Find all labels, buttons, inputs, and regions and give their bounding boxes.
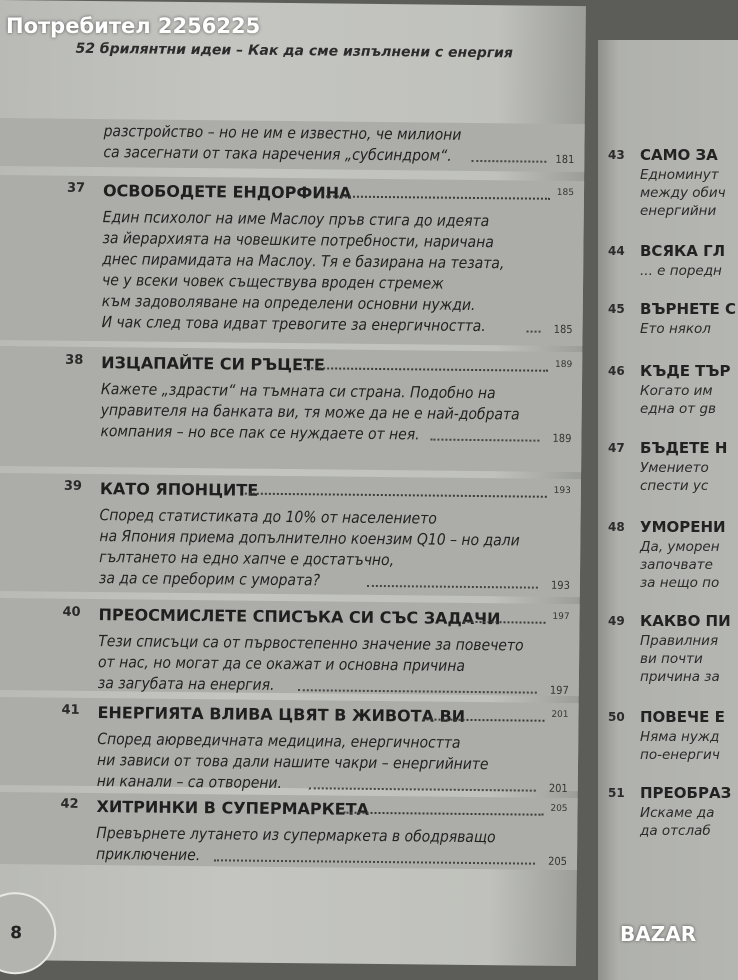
entry-description [640,538,720,592]
entry-line: към задоволяване на определени основни нужди. [101,292,476,314]
entry-description [640,459,709,495]
leader-dots [527,331,541,333]
entry-line: гълтането на едно хапче е достатъчно, [99,548,395,570]
watermark: Потребител 2256225 [6,14,261,38]
leader-dots [214,859,535,864]
entry-line: Да, уморен [640,539,720,555]
entry-description [640,382,716,418]
entry-description [100,379,572,447]
entry-number: 48 [608,520,625,534]
entry-line: между обич [640,185,726,201]
entry-description [97,729,569,797]
entry-line: за да се преборим с умората? 193 [99,568,570,594]
entry-line: Тези списъци са от първостепенно значение за повечето [98,632,524,655]
entry-number: 37 [66,180,86,196]
entry-line: Искаме да [640,805,715,821]
page-ref: 197 [549,683,569,697]
entry-title: ВСЯКА ГЛ [640,242,726,260]
entry-line: Едноминут [640,167,719,183]
entry-line: Според аюрведичната медицина, енергичността [97,730,461,752]
entry-description [640,166,726,220]
page-ref: 205 [550,803,568,814]
leader-dots [298,689,537,694]
entry-line: че у всеки човек съществува вроден стремеж [101,271,444,293]
leader-dots [430,439,539,442]
page-ref: 185 [556,187,575,199]
entry-number: 40 [62,604,81,620]
entry-line: Кажете „здрасти“ на тъмната си страна. Подобно на [100,380,496,403]
entry-line: една от gв [640,401,716,417]
entry-line: за нещо по [640,575,720,591]
entry-number: 50 [608,710,625,724]
entry-title: ИЗЦАПАЙТЕ СИ РЪЦЕТЕ [101,353,325,375]
entry-line: Според статистиката до 10% от населението [99,506,437,528]
entry-line: за йерархията на човешките потребности, наричана [102,229,494,252]
page-number-badge [0,892,57,975]
entry-line: ни канали – са отворени. 201 [97,771,568,797]
entry-title: ЕНЕРГИЯТА ВЛИВА ЦВЯТ В ЖИВОТА ВИ [97,703,466,726]
entry-line: Правилния [640,633,719,649]
entry-line: от нас, но могат да се окажат и основна причина [97,653,466,675]
entry-line: по-енергич [640,747,720,763]
entry-line: Превърнете лутането из супермаркета в ободряващо [96,824,496,847]
entry-line: днес пирамидата на Маслоу. Тя е базирана на тезата, [102,250,505,273]
entry-line: Умението [640,460,709,476]
entry-number: 44 [608,244,625,258]
entry-line: Когато им [640,383,713,399]
leader-dots [471,160,546,163]
entry-number: 51 [608,786,625,800]
entry-line: приключение. 205 [96,844,567,870]
entry-line: спести ус [640,478,709,494]
entry-title: ВЪРНЕТЕ С [640,300,737,318]
entry-description [640,728,720,764]
entry-line: енергийни [640,203,717,219]
entry-line: управителя на банката ви, тя може да не е най-добрата [100,401,520,424]
entry-title: КАТО ЯПОНЦИТЕ [99,479,259,500]
page-ref: 181 [555,152,575,167]
entry-line: на Япония приема допълнително коензим Q10 – но дали [99,527,520,550]
entry-title: ПРЕОСМИСЛЕТЕ СПИСЪКА СИ СЪС ЗАДАЧИ [98,605,501,629]
page-number: 8 [10,923,23,944]
leader-dots [309,787,536,791]
entry-description [102,207,574,338]
entry-number: 43 [608,148,625,162]
entry-title: ХИТРИНКИ В СУПЕРМАРКЕТА [96,797,370,819]
entry-line: разстройство – но не им е известно, че милиони [103,122,462,144]
entry-line: ви почти [640,651,703,667]
entry-number: 45 [608,302,625,316]
entry-title: КЪДЕ ТЪР [640,362,731,380]
entry-title: САМО ЗА [640,146,718,164]
entry-description [640,262,722,280]
entry-title: УМОРЕНИ [640,518,726,536]
entry-description [96,823,567,870]
entry-line: започвате [640,557,713,573]
entry-number: 38 [65,352,84,368]
page-ref: 185 [553,322,573,337]
entry-description [640,320,711,338]
page-ref: 189 [552,431,572,446]
entry-line: ни зависи от това дали нашите чакри – енергийните [96,751,489,774]
entry-title: КАКВО ПИ [640,612,731,630]
entry-title: ОСВОБОДЕТЕ ЕНДОРФИНА [102,181,352,203]
entry-line: Няма нужд [640,729,720,745]
entry-number: 49 [608,614,625,628]
page-ref: 201 [551,709,569,720]
page-ref: 193 [550,578,570,592]
entry-title: ПРЕОБРАЗ [640,784,732,802]
entry-line: са засегнати от така наречения „субсиндром“. 181 [103,142,574,168]
entry-description [98,631,570,699]
entry-number: 42 [60,796,79,812]
entry-title: БЪДЕТЕ Н [640,439,728,457]
entry-line: за загубата на енергия. 197 [98,673,569,699]
page-ref: 205 [548,854,568,868]
entry-line: компания – но все пак се нуждаете от нея. 189 [100,421,571,447]
entry-line: причина за [640,669,720,685]
entry-line: Един психолог на име Маслоу пръв стига до идеята [102,208,490,231]
entry-line: Ето някол [640,321,711,337]
entry-description [640,632,720,686]
page-ref: 193 [553,485,571,497]
entry-description [640,804,714,840]
entry-title: ПОВЕЧЕ Е [640,708,725,726]
entry-line: да отслаб [640,823,711,839]
brand-logo: BAZAR [620,922,697,946]
page-ref: 201 [548,781,568,795]
entry-line: И чак след това идват тревогите за енергичността. 185 [102,312,573,338]
entry-number: 46 [608,364,625,378]
entry-number: 39 [63,478,83,494]
entry-description [103,121,574,168]
entry-description [99,505,571,594]
entry-line: ... е поредн [640,263,722,279]
entry-number: 47 [608,441,625,455]
entry-number: 41 [61,702,80,718]
page-ref: 189 [554,359,573,371]
leader-dots [367,585,538,589]
page-ref: 197 [552,611,570,622]
running-head: 52 брилянтни идеи – Как да сме изпълнени с енергия [75,40,513,62]
